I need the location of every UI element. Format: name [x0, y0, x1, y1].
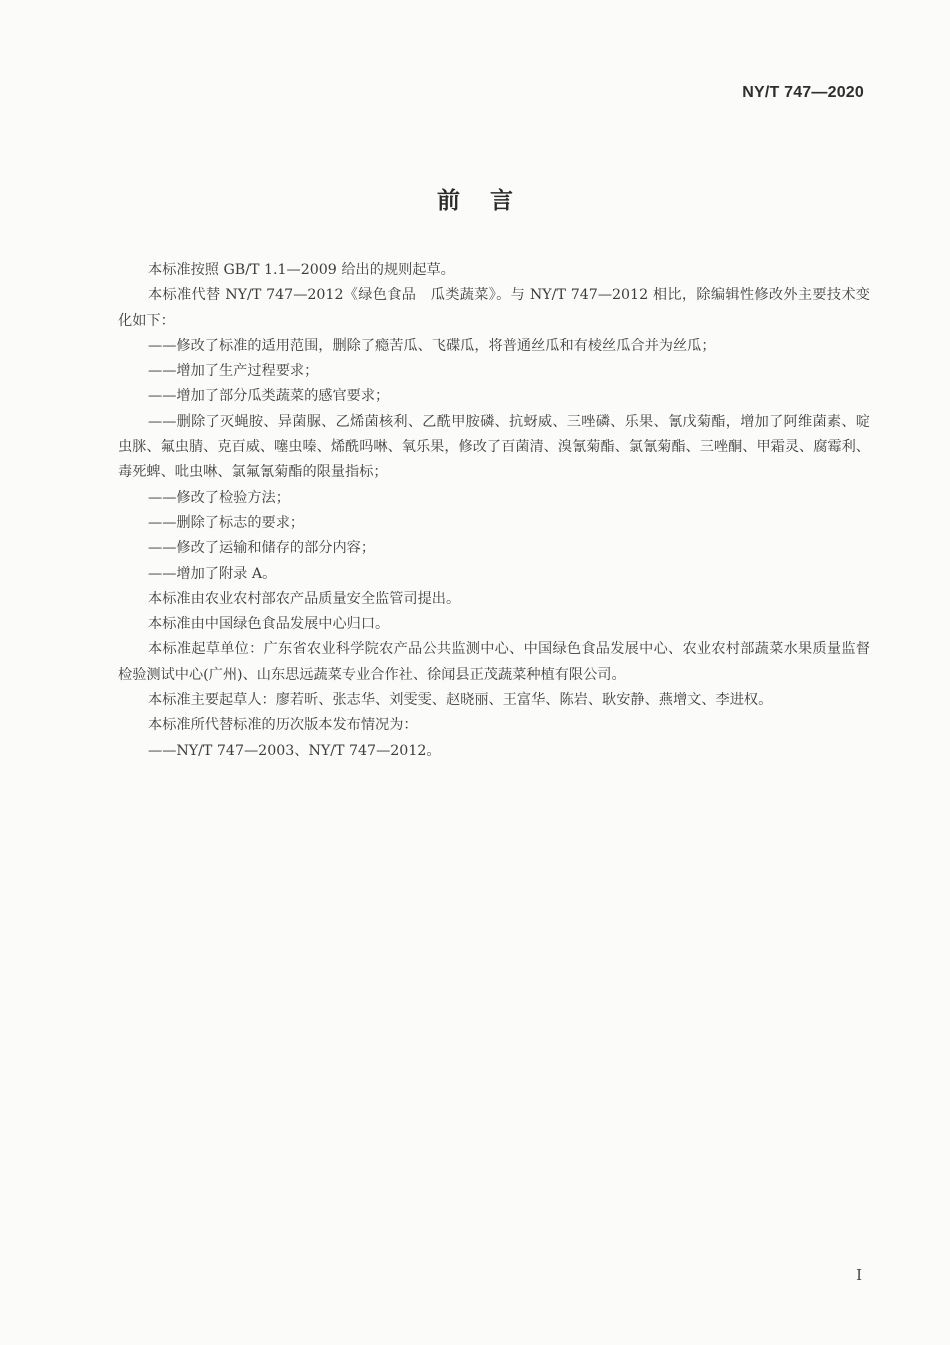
paragraph: 本标准由农业农村部农产品质量安全监管司提出。	[148, 590, 461, 607]
paragraph: 本标准主要起草人：廖若昕、张志华、刘雯雯、赵晓丽、王富华、陈岩、耿安静、燕增文、李进权。	[148, 692, 773, 709]
paragraph: 本标准代替 NY/T 747—2012《绿色食品 瓜类蔬菜》。与 NY/T 747—2012 相比，除编辑性修改外主要技术变化如下：	[118, 287, 870, 329]
paragraph: 本标准起草单位：广东省农业科学院农产品公共监测中心、中国绿色食品发展中心、农业农村部蔬菜水果质量监督检验测试中心(广州)、山东思远蔬菜专业合作社、徐闻县正茂蔬菜种植有限公司。	[118, 641, 870, 683]
list-item: ——删除了灭蝇胺、异菌脲、乙烯菌核利、乙酰甲胺磷、抗蚜威、三唑磷、乐果、氰戊菊酯，增加了阿维菌素、啶虫脒、氟虫腈、克百威、噻虫嗪、烯酰吗啉、氧乐果，修改了百菌清、溴氰菊酯、氯氰菊酯、三唑酮、甲霜灵、腐霉利、毒死蜱、吡虫啉、氯氟氰菊酯的限量指标；	[118, 413, 870, 481]
paragraph: 本标准所代替标准的历次版本发布情况为：	[148, 717, 418, 734]
list-item: ——修改了标准的适用范围，删除了瘾苦瓜、飞碟瓜，将普通丝瓜和有棱丝瓜合并为丝瓜；	[148, 337, 716, 354]
page-number: I	[856, 1266, 862, 1284]
document-body	[118, 258, 870, 764]
list-item: ——删除了标志的要求；	[148, 514, 305, 531]
list-item: ——增加了附录 A。	[148, 565, 277, 582]
list-item: ——NY/T 747—2003、NY/T 747—2012。	[148, 742, 441, 759]
paragraph: 本标准由中国绿色食品发展中心归口。	[148, 616, 390, 633]
list-item: ——修改了运输和储存的部分内容；	[148, 540, 376, 557]
document-code: NY/T 747—2020	[742, 84, 864, 101]
paragraph: 本标准按照 GB/T 1.1—2009 给出的规则起草。	[148, 262, 455, 278]
list-item: ——增加了生产过程要求；	[148, 363, 319, 380]
page-title: 前言	[437, 188, 543, 214]
list-item: ——增加了部分瓜类蔬菜的感官要求；	[148, 388, 390, 405]
list-item: ——修改了检验方法；	[148, 489, 290, 506]
